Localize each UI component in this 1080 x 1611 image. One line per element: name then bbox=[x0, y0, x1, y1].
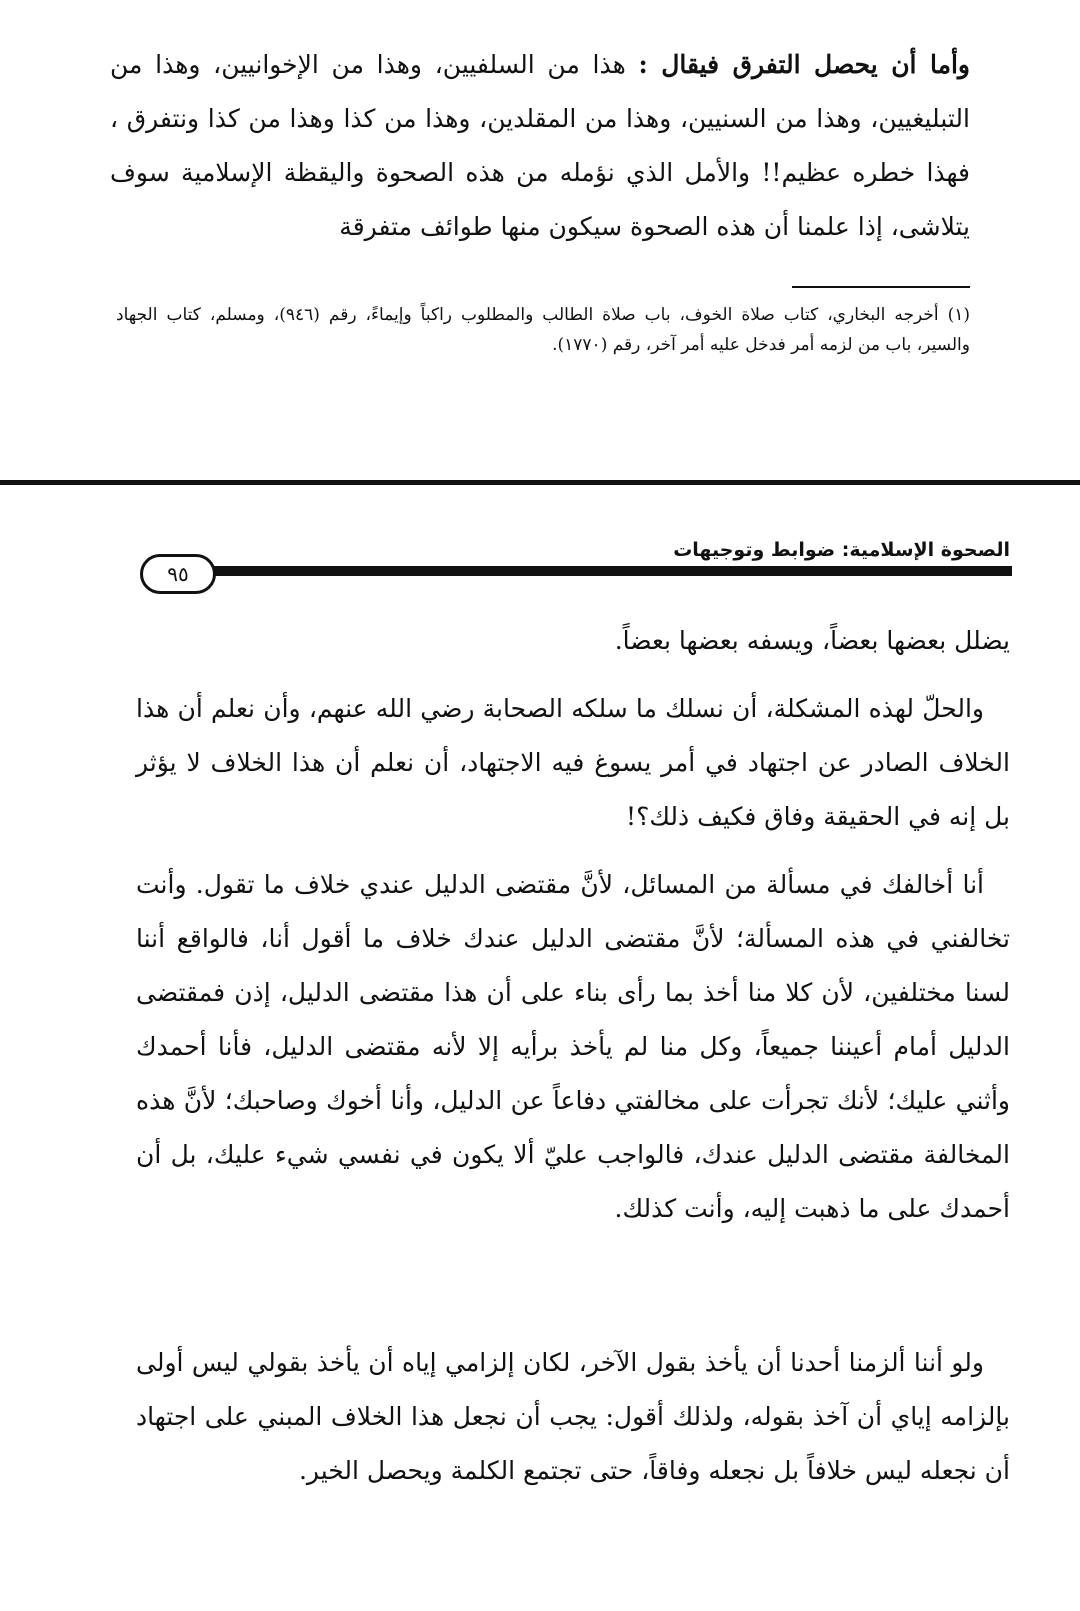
footnote: (١) أخرجه البخاري، كتاب صلاة الخوف، باب صلاة الطالب والمطلوب راكباً وإيماءً، رقم (٩٤٦)، ومسلم، كتاب الجهاد والسير، باب من لزمه أمر فدخل عليه أمر آخر، رقم (١٧٧٠). bbox=[116, 305, 971, 355]
page-divider bbox=[0, 480, 1080, 485]
footnote-separator bbox=[792, 286, 970, 288]
body-paragraph-3: أنا أخالفك في مسألة من المسائل، لأنَّ مقتضى الدليل عندي خلاف ما تقول. وأنت تخالفني في هذه المسألة؛ لأنَّ مقتضى الدليل عندك خلاف ما أقول أنا، فالواقع أننا لسنا مختلفين، لأن كلا منا أخذ بما رأى بناء على أن هذا مقتضى الدليل، إذن فمقتضى الدليل أمام أعيننا جميعاً، وكل منا لم يأخذ برأيه إلا لأنه مقتضى الدليل، فأنا أحمدك وأثني عليك؛ لأنك تجرأت على مخالفتي دفاعاً عن الدليل، وأنا أخوك وصاحبك؛ لأنَّ هذه المخالفة مقتضى الدليل عندك، فالواجب عليّ ألا يكون في نفسي شيء عليك، بل أن أحمدك على ما ذهبت إليه، وأنت كذلك. bbox=[136, 870, 1010, 1223]
header-rule bbox=[200, 566, 1012, 576]
body-paragraph-2: والحلّ لهذه المشكلة، أن نسلك ما سلكه الصحابة رضي الله عنهم، وأن نعلم أن هذا الخلاف الصادر عن اجتهاد في أمر يسوغ فيه الاجتهاد، أن نعلم أن هذا الخلاف لا يؤثر بل إنه في الحقيقة وفاق فكيف ذلك؟! bbox=[136, 694, 1010, 831]
previous-page-fragment bbox=[0, 0, 1080, 480]
body-paragraph-1: يضلل بعضها بعضاً، ويسفه بعضها بعضاً. bbox=[614, 626, 1010, 655]
current-page bbox=[0, 486, 1080, 1611]
top-paragraph bbox=[110, 38, 970, 254]
top-paragraph-text: هذا من السلفيين، وهذا من الإخوانيين، وهذا من التبليغيين، وهذا من السنيين، وهذا من المقلدين، وهذا من كذا وهذا من كذا ونتفرق ، فهذا خطره عظيم!! والأمل الذي نؤمله من هذه الصحوة واليقظة الإسلامية سوف يتلاشى، إذا علمنا أن هذه الصحوة سيكون منها طوائف متفرقة bbox=[110, 50, 970, 241]
top-paragraph-lead: وأما أن يحصل التفرق فيقال : bbox=[638, 50, 970, 79]
page-number: ٩٥ bbox=[140, 554, 216, 594]
running-title: الصحوة الإسلامية: ضوابط وتوجيهات bbox=[673, 539, 1010, 561]
body-paragraph-4: ولو أننا ألزمنا أحدنا أن يأخذ بقول الآخر، لكان إلزامي إياه أن يأخذ بقولي ليس أولى بإلزامه إياي أن آخذ بقوله، ولذلك أقول: يجب أن نجعل هذا الخلاف المبني على اجتهاد أن نجعله ليس خلافاً بل نجعله وفاقاً، حتى تجتمع الكلمة ويحصل الخير. bbox=[136, 1348, 1010, 1485]
